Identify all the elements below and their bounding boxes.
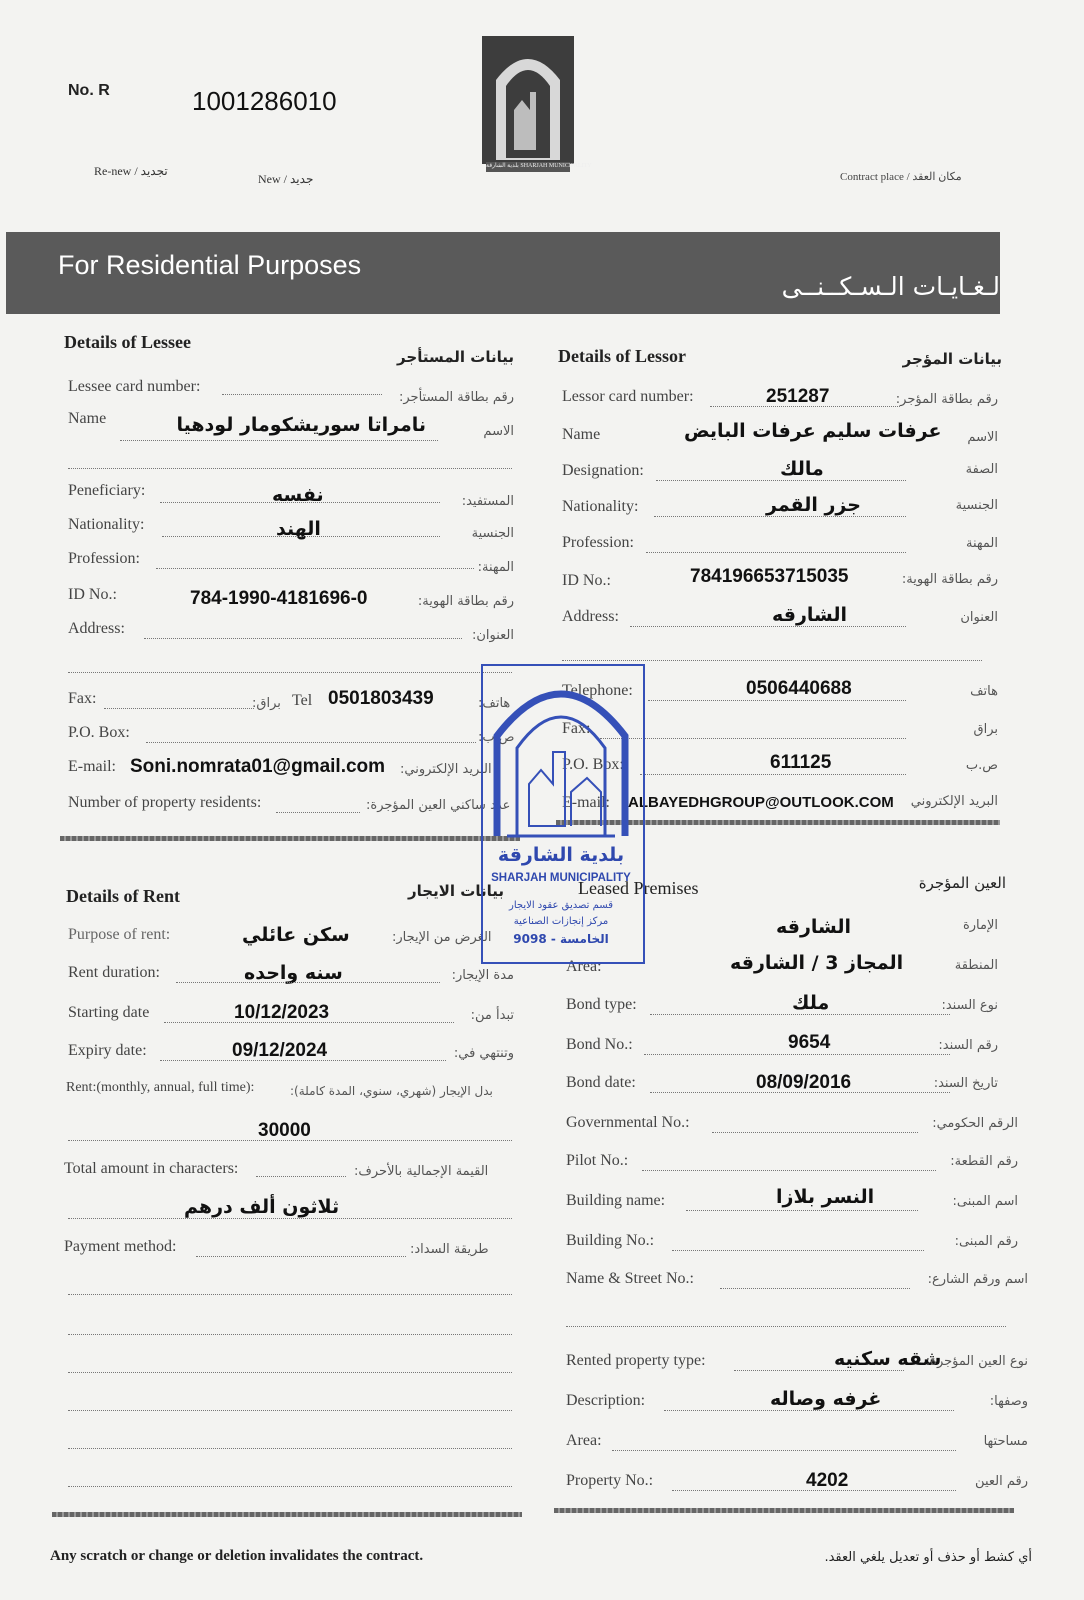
lessor-pobox-label-ar: ص.ب	[965, 758, 998, 773]
rent-total-label-ar: القيمة الإجمالية بالأحرف:	[354, 1164, 489, 1179]
rent-purpose-value: سكن عائلي	[242, 924, 350, 946]
property-area-label-ar: مساحتها	[983, 1434, 1028, 1449]
property-area-label: Area:	[566, 1432, 602, 1449]
lessee-nationality-value: الهند	[276, 518, 321, 540]
stamp-name-en: SHARJAH MUNICIPALITY	[491, 872, 631, 884]
property-no-value: 4202	[806, 1470, 849, 1491]
building-no-label-ar: رقم المبنى:	[954, 1234, 1018, 1249]
rent-section-title: Details of Rent	[66, 886, 180, 906]
rent-purpose-label-ar: الغرض من الإيجار:	[392, 930, 492, 945]
lessee-id-label: ID No.:	[68, 586, 117, 603]
bond-date-label-ar: تاريخ السند:	[933, 1076, 998, 1091]
lessee-name-label-ar: الاسم	[483, 424, 514, 439]
stamp-emblem-icon	[483, 666, 639, 842]
lessor-designation-label-ar: الصفة	[965, 462, 998, 477]
rent-amount-value: 30000	[258, 1120, 311, 1141]
lessee-id-label-ar: رقم بطاقة الهوية:	[417, 594, 514, 609]
lessee-fax-label: Fax:	[68, 690, 97, 707]
rent-total-value: ثلاثون ألف درهم	[184, 1196, 340, 1218]
rent-duration-value: سنه واحده	[244, 962, 343, 984]
lessor-fax-label-ar: براق	[973, 722, 998, 737]
bond-no-label: Bond No.:	[566, 1036, 633, 1053]
rent-start-label-ar: تبدأ من:	[470, 1008, 514, 1023]
lessor-address-label: Address:	[562, 608, 619, 625]
banner-title-ar: لـغـايـات الـسـكــنــى	[781, 272, 1000, 301]
building-name-label-ar: اسم المبنى:	[952, 1194, 1018, 1209]
lessee-id-value: 784-1990-4181696-0	[190, 588, 368, 609]
lessor-profession-label: Profession:	[562, 534, 634, 551]
rent-duration-label: Rent duration:	[68, 964, 160, 981]
lessor-profession-label-ar: المهنة	[966, 536, 998, 551]
lessee-tel-label: Tel	[292, 692, 313, 709]
stamp-name-ar: بلدية الشارقة	[497, 844, 625, 866]
governmental-no-label: Governmental No.:	[566, 1114, 690, 1131]
lessor-email-value: ALBAYEDHGROUP@OUTLOOK.COM	[628, 794, 894, 811]
lessee-beneficiary-label: Peneficiary:	[68, 482, 146, 499]
stamp-line1: قسم تصديق عقود الايجار	[509, 900, 613, 911]
lessee-email-value: Soni.nomrata01@gmail.com	[130, 756, 386, 777]
renew-label: Re-new / تجديد	[94, 164, 168, 178]
street-label-ar: اسم ورقم الشارع:	[927, 1272, 1028, 1287]
lessee-pobox-label: P.O. Box:	[68, 724, 130, 741]
governmental-no-label-ar: الرقم الحكومي:	[932, 1116, 1018, 1131]
lessee-profession-label-ar: المهنة:	[477, 560, 514, 575]
municipality-stamp	[481, 664, 645, 964]
lessor-nationality-value: جزر القمر	[766, 494, 861, 516]
footer-note-en: Any scratch or change or deletion invalidates the contract.	[50, 1548, 424, 1564]
plot-no-label: Pilot No.:	[566, 1152, 629, 1169]
lessee-name-label: Name	[68, 410, 107, 427]
lessor-email-label: E-mail:	[562, 794, 610, 811]
bond-type-label: Bond type:	[566, 996, 637, 1013]
plot-no-label-ar: رقم القطعة:	[950, 1154, 1018, 1169]
lessee-tel-value: 0501803439	[328, 688, 434, 709]
rent-start-value: 10/12/2023	[234, 1002, 330, 1023]
lessee-fax-label-ar: براق:	[252, 696, 281, 711]
premises-emirate-value: الشارقه	[776, 916, 852, 938]
lessee-email-label: E-mail:	[68, 758, 116, 775]
property-no-label: Property No.:	[566, 1472, 654, 1489]
premises-area-value: المجاز 3 / الشارقه	[730, 952, 904, 974]
banner-title-en: For Residential Purposes	[58, 250, 362, 280]
rent-start-label: Starting date	[68, 1004, 150, 1021]
lessee-nationality-label-ar: الجنسية	[471, 526, 514, 541]
bond-date-label: Bond date:	[566, 1074, 636, 1091]
lessor-fax-label: Fax:	[562, 720, 591, 737]
lessor-address-value: الشارقه	[772, 604, 848, 626]
contract-no-label: No. R	[68, 82, 110, 99]
premises-area-label-ar: المنطقة	[954, 958, 998, 973]
rent-expiry-value: 09/12/2024	[232, 1040, 328, 1061]
lessor-name-label: Name	[562, 426, 601, 443]
lessor-card-label-ar: رقم بطاقة المؤجر:	[895, 392, 998, 407]
lessor-address-label-ar: العنوان	[960, 610, 998, 625]
premises-section-title: Leased Premises	[578, 878, 699, 898]
lessor-email-label-ar: البريد الإلكتروني	[910, 794, 998, 809]
contract-place-label: Contract place / مكان العقد	[840, 171, 962, 183]
bond-date-value: 08/09/2016	[756, 1072, 852, 1093]
payment-method-label: Payment method:	[64, 1238, 177, 1255]
description-label-ar: وصفها:	[989, 1394, 1028, 1409]
contract-number: 1001286010	[192, 86, 337, 116]
bond-no-value: 9654	[788, 1032, 831, 1053]
lessee-profession-label: Profession:	[68, 550, 140, 567]
lessee-name-value: نامراتا سوريشكومار لودهيا	[176, 414, 426, 436]
lessor-card-value: 251287	[766, 386, 830, 407]
rent-duration-label-ar: مدة الإيجار:	[451, 968, 514, 983]
stamp-line3: الخامسة - 9098	[513, 932, 609, 946]
lessor-telephone-label: Telephone:	[562, 682, 633, 699]
description-value: غرفه وصاله	[770, 1388, 882, 1410]
logo-emblem-icon	[474, 30, 592, 176]
lessor-pobox-label: P.O. Box:	[562, 756, 624, 773]
lessor-nationality-label-ar: الجنسية	[955, 498, 998, 513]
premises-area-label: Area:	[566, 958, 602, 975]
property-type-label-ar: نوع العين المؤجرة:	[925, 1354, 1028, 1369]
bond-no-label-ar: رقم السند:	[938, 1038, 998, 1053]
lessor-id-value: 784196653715035	[690, 566, 849, 587]
description-label: Description:	[566, 1392, 646, 1409]
premises-emirate-label-ar: الإمارة	[962, 918, 998, 933]
lessee-address-label: Address:	[68, 620, 125, 637]
premises-section-title-ar: العين المؤجرة	[918, 874, 1006, 892]
lessee-card-label: Lessee card number:	[68, 378, 201, 395]
rent-section-title-ar: بيانات الايجار	[408, 882, 504, 900]
lessee-address-label-ar: العنوان:	[471, 628, 514, 643]
rent-total-label: Total amount in characters:	[64, 1160, 239, 1177]
lessor-nationality-label: Nationality:	[562, 498, 639, 515]
rent-amount-label: Rent:(monthly, annual, full time):	[66, 1080, 255, 1095]
lessor-card-label: Lessor card number:	[562, 388, 694, 405]
lessee-beneficiary-value: نفسه	[272, 484, 324, 506]
building-name-value: النسر بلازا	[776, 1186, 875, 1208]
new-label: New / جديد	[258, 172, 314, 186]
lessee-residents-label-ar: عدد ساكني العين المؤجرة:	[366, 798, 511, 813]
bond-type-value: ملك	[792, 992, 830, 1014]
lessor-designation-value: مالك	[780, 458, 824, 480]
payment-method-label-ar: طريقة السداد:	[410, 1242, 489, 1257]
rent-amount-label-ar: بدل الإيجار (شهري، سنوي، المدة كاملة):	[290, 1084, 493, 1098]
rent-expiry-label-ar: وتنتهي في:	[453, 1046, 514, 1061]
lessee-pobox-label-ar: ص.ب:	[478, 730, 515, 745]
lessee-section-title-ar: بيانات المستأجر	[397, 348, 514, 366]
lessor-telephone-label-ar: هاتف	[970, 684, 998, 699]
lessor-section-title-ar: بيانات المؤجر	[902, 350, 1002, 368]
lessor-name-value: عرفات سليم عرفات البايض	[684, 420, 942, 442]
property-type-label: Rented property type:	[566, 1352, 706, 1369]
footer-note-ar: أي كشط أو حذف أو تعديل يلغي العقد.	[824, 1550, 1032, 1565]
lessor-telephone-value: 0506440688	[746, 678, 852, 699]
bond-type-label-ar: نوع السند:	[941, 998, 998, 1013]
logo-text: بلدية الشارقة SHARJAH MUNICIPALITY	[486, 163, 592, 169]
building-no-label: Building No.:	[566, 1232, 655, 1249]
lessee-tel-label-ar: هاتف:	[478, 696, 511, 711]
lessee-residents-label: Number of property residents:	[68, 794, 262, 811]
building-name-label: Building name:	[566, 1192, 666, 1209]
stamp-line2: مركز إنجازات الصناعية	[513, 916, 609, 927]
lessee-section-title: Details of Lessee	[64, 332, 191, 352]
rent-expiry-label: Expiry date:	[68, 1042, 147, 1059]
lessor-designation-label: Designation:	[562, 462, 644, 479]
lessor-id-label: ID No.:	[562, 572, 611, 589]
lessee-nationality-label: Nationality:	[68, 516, 145, 533]
property-no-label-ar: رقم العين	[975, 1474, 1028, 1489]
rent-purpose-label: Purpose of rent:	[68, 926, 171, 943]
street-label: Name & Street No.:	[566, 1270, 694, 1287]
lessee-beneficiary-label-ar: المستفيد:	[461, 494, 514, 509]
lessee-card-label-ar: رقم بطاقة المستأجر:	[399, 390, 514, 405]
sharjah-municipality-logo	[474, 30, 592, 176]
lessor-name-label-ar: الاسم	[967, 430, 998, 445]
lessor-id-label-ar: رقم بطاقة الهوية:	[901, 572, 998, 587]
lessor-pobox-value: 611125	[770, 752, 832, 773]
lessor-section-title: Details of Lessor	[558, 346, 686, 366]
property-type-value: شقه سكنيه	[834, 1348, 942, 1370]
lessee-email-label-ar: البريد الإلكتروني:	[400, 762, 492, 777]
